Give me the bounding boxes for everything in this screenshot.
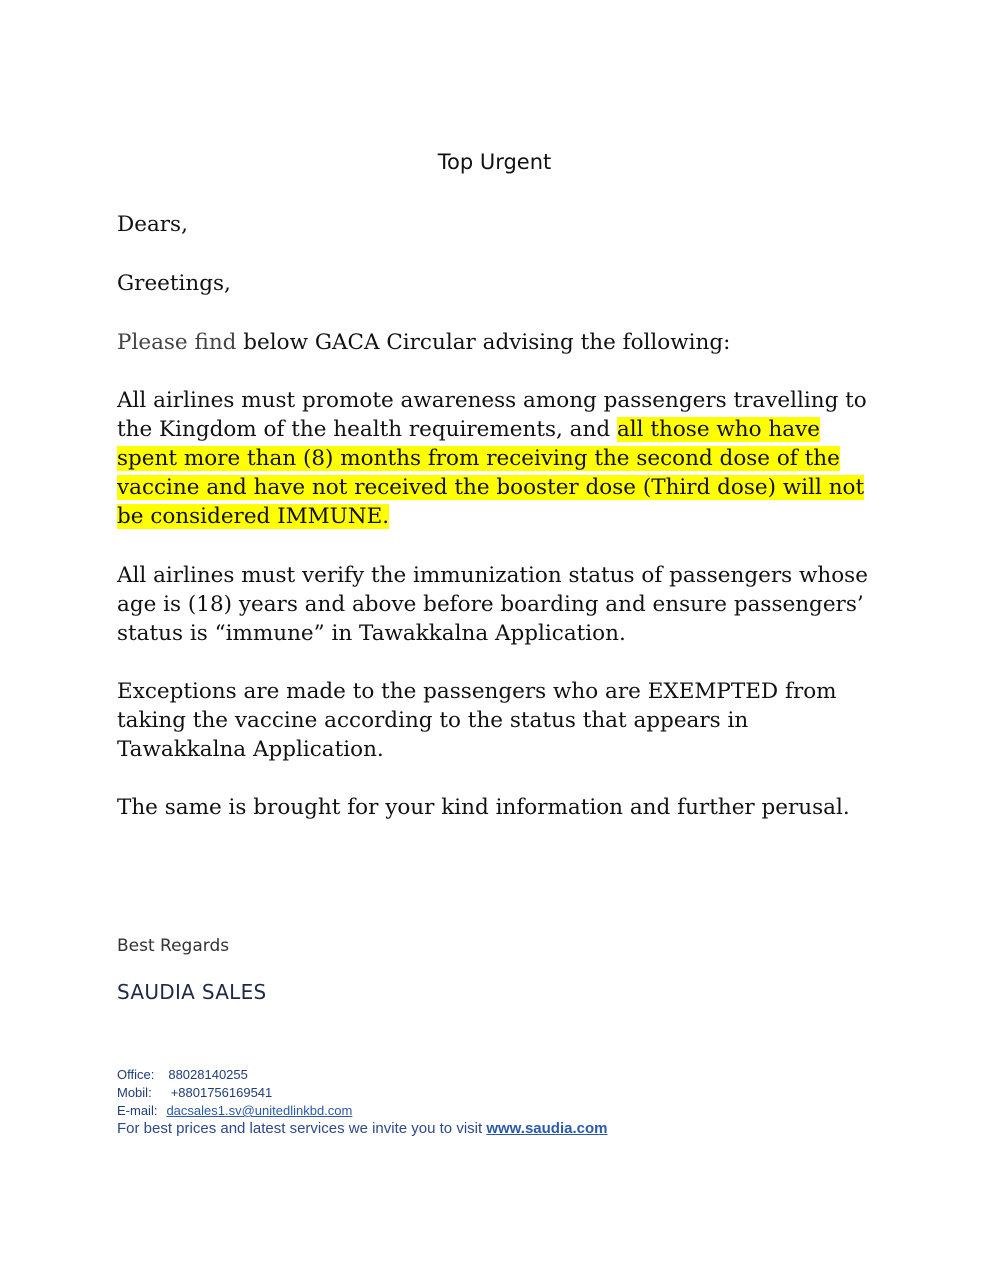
email-contact bbox=[117, 1103, 352, 1118]
mobile-contact bbox=[117, 1085, 272, 1100]
mobile-number: +8801756169541 bbox=[170, 1085, 273, 1100]
company-name: SAUDIA SALES bbox=[117, 980, 267, 1004]
office-number: 88028140255 bbox=[168, 1067, 248, 1082]
salutation: Dears, bbox=[117, 212, 188, 237]
intro-lead: Please find bbox=[117, 330, 237, 355]
closing-text: Best Regards bbox=[117, 936, 230, 956]
awareness-text: All airlines must promote awareness among passengers travelling to the Kingdom of the health requirements, and bbox=[117, 388, 867, 442]
website-invitation bbox=[117, 1120, 607, 1137]
highlighted-immunity-notice: all those who have spent more than (8) months from receiving the second dose of the vaccine and have not received the booster dose (Third dose) will not be considered IMMUNE. bbox=[117, 417, 865, 529]
awareness-paragraph bbox=[117, 386, 877, 531]
intro-paragraph bbox=[117, 328, 877, 357]
office-label: Office: bbox=[117, 1067, 155, 1082]
greeting: Greetings, bbox=[117, 271, 231, 296]
intro-rest: below GACA Circular advising the following: bbox=[236, 330, 731, 355]
mobile-label: Mobil: bbox=[117, 1085, 152, 1100]
office-contact bbox=[117, 1067, 248, 1082]
exceptions-paragraph: Exceptions are made to the passengers who are EXEMPTED from taking the vaccine according to the status that appears in Tawakkalna Application. bbox=[117, 679, 837, 762]
visit-text: For best prices and latest services we invite you to visit bbox=[117, 1120, 487, 1137]
website-link[interactable]: www.saudia.com bbox=[486, 1120, 608, 1137]
information-paragraph: The same is brought for your kind information and further perusal. bbox=[117, 795, 850, 820]
email-label: E-mail: bbox=[117, 1103, 158, 1118]
email-link[interactable]: dacsales1.sv@unitedlinkbd.com bbox=[166, 1103, 353, 1118]
document-title: Top Urgent bbox=[437, 150, 552, 174]
verification-paragraph: All airlines must verify the immunization status of passengers whose age is (18) years and above before boarding and ensure passengers’ status is “immune” in Tawakkalna Application. bbox=[117, 563, 868, 646]
